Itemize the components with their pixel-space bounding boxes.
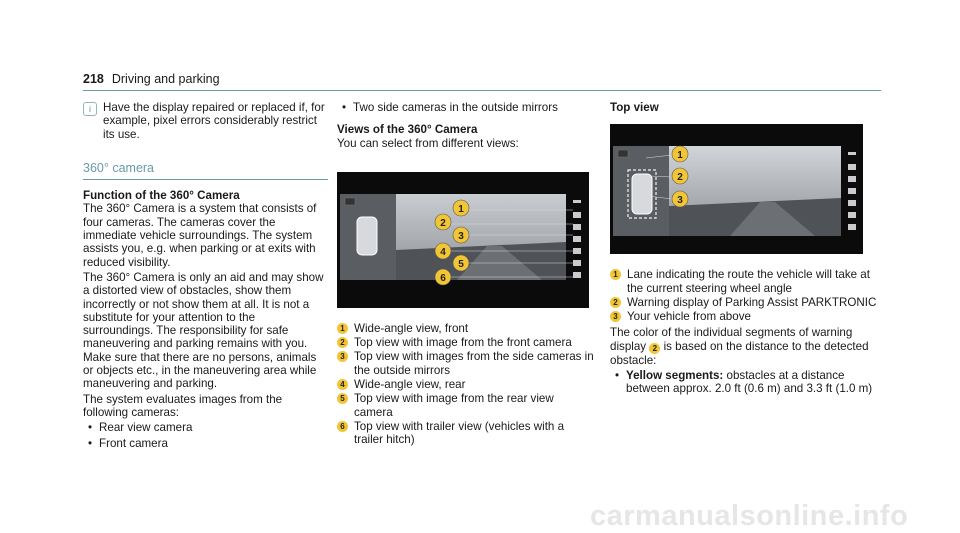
function-para-2: The 360° Camera is only an aid and may show a distorted view of obstacles, show them incorrectly or not show them at all. It is not a substitute for your attention to the surroundings. The responsibility for safe maneuvering and parking remains with you. Make sure that there are no persons, animals or objects etc., in the maneuvering area while maneuvering and parking. [83, 270, 324, 391]
svg-text:2: 2 [440, 217, 446, 229]
segment-label: Yellow segments: [626, 369, 724, 383]
legend-text: Top view with image from the front camera [354, 336, 572, 350]
legend-text: Top view with image from the rear view camera [354, 392, 554, 419]
number-badge: 2 [610, 297, 621, 308]
function-para-3: The system evaluates images from the following cameras: [83, 392, 283, 419]
number-badge: 2 [337, 337, 348, 348]
svg-text:4: 4 [440, 246, 446, 258]
svg-text:6: 6 [440, 272, 446, 284]
list-item [626, 369, 880, 396]
svg-text:5: 5 [458, 258, 464, 270]
legend-text: Wide-angle view, rear [354, 378, 466, 392]
legend-item [337, 336, 595, 349]
legend-item [610, 310, 880, 323]
column-right [610, 101, 880, 398]
function-para-1: The 360° Camera is a system that consists of four cameras. The cameras cover the immediate vehicle surroundings. The system assists you, e.g. when parking or at exits with reduced visibility. [83, 202, 317, 269]
legend-item [337, 420, 595, 447]
segments-list [610, 369, 880, 396]
note-block [83, 101, 328, 143]
svg-text:2: 2 [677, 172, 683, 184]
list-item: • Rear view camera [99, 421, 328, 434]
views-title: Views of the 360° Camera [337, 123, 478, 137]
segment-text: obstacles at a distance between approx. 2.0 ft (0.6 m) and 3.3 ft (1.0 m) [626, 369, 873, 396]
number-badge: 6 [337, 421, 348, 432]
top-view-title: Top view [610, 101, 659, 114]
legend-text: Your vehicle from above [627, 310, 751, 324]
page-header [83, 72, 220, 86]
number-badge: 3 [610, 311, 621, 322]
legend-item [610, 296, 880, 309]
legend-item [337, 322, 595, 335]
header-rule [83, 90, 881, 91]
function-title: Function of the 360° Camera [83, 189, 240, 203]
section-title: 360° camera [83, 162, 328, 180]
note-text: Have the display repaired or replaced if, for example, pixel errors considerably restrict its use. [103, 101, 325, 141]
column-left [83, 101, 328, 452]
list-item: • Two side cameras in the outside mirrors [353, 101, 595, 114]
page-number: 218 [83, 72, 104, 86]
legend-item [337, 378, 595, 391]
watermark-text: carmanualsonline.info [590, 500, 909, 532]
number-badge: 1 [610, 269, 621, 280]
legend-text: Warning display of Parking Assist PARKTRONIC [627, 295, 877, 309]
number-badge: 4 [337, 379, 348, 390]
number-badge: 2 [649, 343, 660, 354]
column-middle [337, 101, 595, 448]
segments-text-b: is based on the distance to the detected obstacle: [610, 339, 869, 367]
legend-text: Top view with images from the side cameras in the outside mirrors [354, 350, 594, 377]
section-name: Driving and parking [111, 72, 220, 86]
list-item: • Front camera [99, 437, 328, 450]
number-badge: 5 [337, 393, 348, 404]
segments-text-a: The color of the individual segments of warning display [610, 326, 853, 353]
legend-text: Top view with trailer view (vehicles with a trailer hitch) [354, 419, 565, 447]
camera-list [83, 421, 328, 450]
views-intro: You can select from different views: [337, 136, 519, 150]
legend-text: Lane indicating the route the vehicle will take at the current steering wheel angle [627, 268, 870, 295]
info-icon: i [83, 102, 97, 116]
legend-item [337, 350, 595, 377]
legend-item [337, 392, 595, 419]
segments-paragraph [610, 326, 880, 367]
number-badge: 3 [337, 351, 348, 362]
number-badge: 1 [337, 323, 348, 334]
svg-text:3: 3 [677, 195, 683, 207]
svg-text:1: 1 [677, 150, 683, 162]
camera-list-cont [337, 101, 595, 114]
legend-text: Wide-angle view, front [354, 321, 469, 335]
svg-text:1: 1 [458, 203, 464, 215]
legend-item [610, 268, 880, 295]
camera-views-screenshot [337, 172, 589, 308]
svg-text:3: 3 [458, 230, 464, 242]
top-view-screenshot [610, 124, 863, 254]
